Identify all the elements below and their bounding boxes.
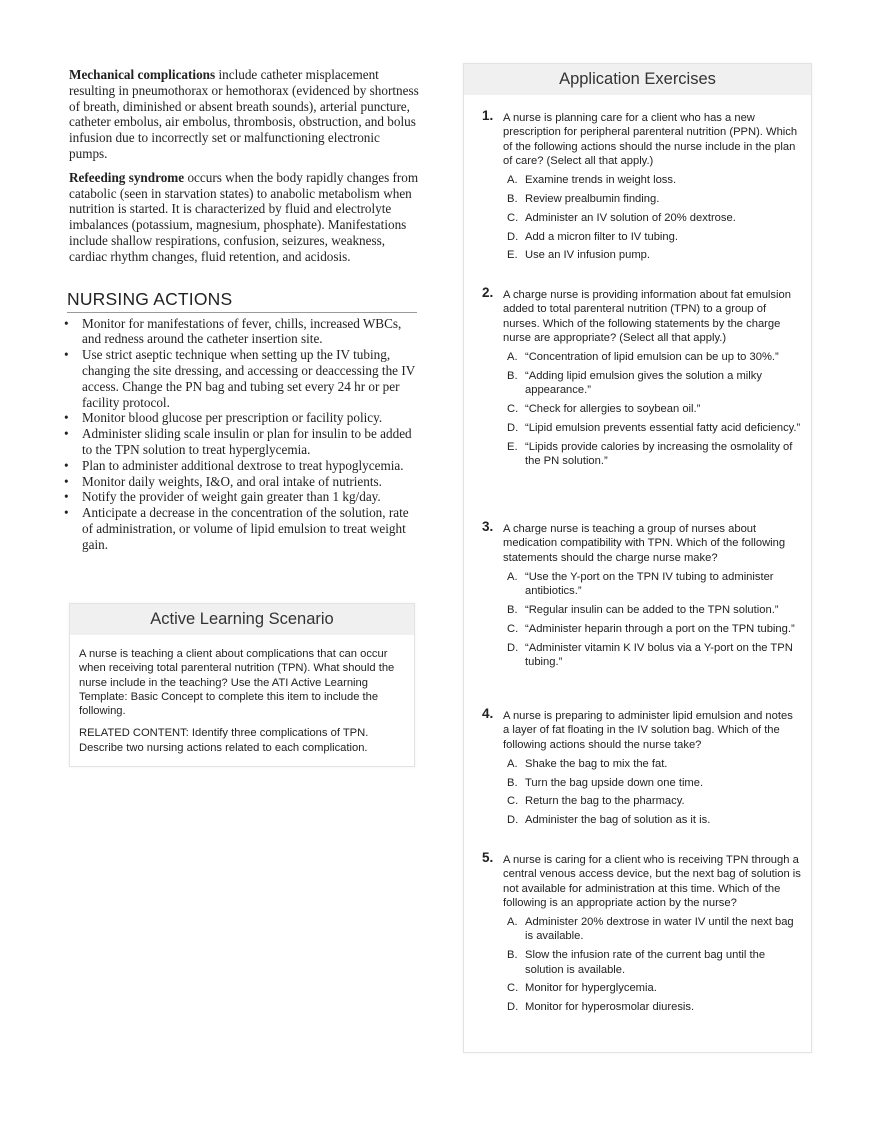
option-letter: C. [507,403,519,416]
answer-option [503,915,802,944]
answer-option [503,248,802,262]
option-text: “Administer heparin through a port on the TPN tubing.” [525,622,795,635]
option-letter: D. [507,814,519,827]
option-text: “Concentration of lipid emulsion can be up to 30%.” [525,351,779,364]
refeeding-syndrome-text: occurs when the body rapidly changes from catabolic (seen in starvation states) to anabolic metabolism when nutrition is started. It is characterized by fluid and electrolyte imbalances (potassium, magnesium, phosphate). Manifestations include shallow respirations, confusion, seizures, weakness, cardiac rhythm changes, fluid retention, and acidosis. [69,169,419,264]
bullet-icon: • [64,315,69,331]
question-number: 4. [482,706,494,721]
question-text: A nurse is caring for a client who is receiving TPN through a central venous access device, but the next bag of solution is not available for administration at this time. Which of the following is an appropriate action by the nurse? [503,854,801,909]
answer-options [503,173,802,262]
option-letter: A. [507,757,518,770]
related-content [79,726,405,755]
list-item-text: Monitor blood glucose per prescription or facility policy. [82,410,383,426]
option-letter: C. [507,982,519,995]
option-letter: B. [507,369,518,382]
nursing-actions-heading: NURSING ACTIONS [67,289,417,313]
option-text: “Regular insulin can be added to the TPN solution.” [525,603,779,616]
question-text: A charge nurse is teaching a group of nurses about medication compatibility with TPN. Which of the following statements should the charge nurse make? [503,523,786,564]
answer-option [503,402,802,416]
list-item [63,347,419,410]
list-item-text: Anticipate a decrease in the concentration of the solution, rate of administration, or volume of lipid emulsion to treat weight gain. [82,505,409,552]
list-item-text: Monitor daily weights, I&O, and oral intake of nutrients. [82,473,382,489]
bullet-icon: • [64,489,69,505]
active-learning-scenario-body [70,635,414,755]
list-item [63,410,419,426]
option-letter: E. [507,249,518,262]
answer-option [503,369,802,398]
list-item [63,474,419,490]
answer-options [503,570,802,669]
answer-option [503,603,802,617]
list-item [63,489,419,505]
answer-option [503,173,802,187]
application-exercises-box [463,63,812,1053]
list-item [63,316,419,348]
answer-option [503,622,802,636]
option-letter: C. [507,795,519,808]
answer-option [503,192,802,206]
option-letter: B. [507,603,518,616]
answer-option [503,794,802,808]
option-text: Return the bag to the pharmacy. [525,795,685,808]
related-content-text: Identify three complications of TPN. Describe two nursing actions related to each complication. [79,727,369,754]
option-text: Monitor for hyperosmolar diuresis. [525,1001,695,1014]
option-text: “Adding lipid emulsion gives the solution a milky appearance.” [525,369,762,397]
option-text: Add a micron filter to IV tubing. [525,230,678,243]
list-item-text: Monitor for manifestations of fever, chills, increased WBCs, and redness around the catheter insertion site. [82,315,402,347]
bullet-icon: • [64,347,69,363]
answer-option [503,948,802,977]
list-item-text: Administer sliding scale insulin or plan for insulin to be added to the TPN solution to treat hyperglycemia. [82,426,412,457]
question-text: A nurse is preparing to administer lipid emulsion and notes a layer of fat floating in the IV solution bag. Which of the following actions should the nurse take? [503,710,793,751]
list-item-text: Plan to administer additional dextrose to treat hypoglycemia. [82,457,404,473]
option-letter: D. [507,421,519,434]
list-item-text: Use strict aseptic technique when setting up the IV tubing, changing the site dressing, and accessing or deaccessing the IV access. Change the PN bag and tubing set every 24 hr or per facility protocol. [82,347,416,410]
answer-option [503,570,802,599]
option-text: Review prealbumin finding. [525,192,660,205]
answer-option [503,981,802,995]
mechanical-complications-term: Mechanical complications [69,67,216,82]
option-text: “Use the Y-port on the TPN IV tubing to administer antibiotics.” [525,570,774,598]
active-learning-scenario-box [69,603,415,767]
question-3 [482,519,802,674]
option-letter: A. [507,351,518,364]
answer-options [503,757,802,828]
option-letter: C. [507,211,519,224]
list-item [63,458,419,474]
option-text: “Administer vitamin K IV bolus via a Y-port on the TPN tubing.” [525,641,793,668]
left-column [64,67,419,553]
answer-options [503,350,802,468]
question-number: 2. [482,285,494,300]
question-number: 1. [482,108,494,123]
option-letter: D. [507,1001,519,1014]
question-2 [482,285,802,473]
option-text: Monitor for hyperglycemia. [525,982,657,995]
option-letter: D. [507,230,519,243]
answer-options [503,915,802,1014]
option-letter: B. [507,776,518,789]
option-letter: A. [507,916,518,929]
option-text: Slow the infusion rate of the current bag until the solution is available. [525,949,766,976]
answer-option [503,211,802,225]
question-number: 3. [482,519,494,534]
option-text: Shake the bag to mix the fat. [525,757,668,770]
option-text: Examine trends in weight loss. [525,174,677,187]
mechanical-complications-text: include catheter misplacement resulting in pneumothorax or hemothorax (evidenced by shortness of breath, diminished or absent breath sounds), arterial puncture, catheter embolus, air embolus, thrombosis, obstruction, and bolus infusion due to incorrectly set or malfunctioning electronic pumps. [69,67,419,161]
option-text: Administer the bag of solution as it is. [525,814,711,827]
mechanical-complications-paragraph [69,67,419,162]
list-item [63,505,419,552]
option-letter: C. [507,622,519,635]
answer-option [503,776,802,790]
bullet-icon: • [64,410,69,426]
option-letter: A. [507,570,518,583]
answer-option [503,813,802,827]
list-item-text: Notify the provider of weight gain greater than 1 kg/day. [82,489,381,505]
option-text: “Lipids provide calories by increasing the osmolality of the PN solution.” [525,440,793,467]
answer-option [503,1000,802,1014]
option-letter: A. [507,174,518,187]
option-text: Turn the bag upside down one time. [525,776,704,789]
answer-option [503,757,802,771]
option-text: “Lipid emulsion prevents essential fatty acid deficiency.” [525,421,801,434]
bullet-icon: • [64,473,69,489]
application-exercises-title: Application Exercises [464,64,811,95]
refeeding-syndrome-paragraph [69,170,419,265]
option-letter: B. [507,192,518,205]
question-number: 5. [482,850,494,865]
question-text: A charge nurse is providing information about fat emulsion added to total parenteral nutrition (TPN) to a group of nurses. Which of the following statements by the charge nurse are appropriate? (Select all that apply.) [503,289,791,344]
option-letter: B. [507,949,518,962]
active-learning-scenario-title: Active Learning Scenario [70,604,414,635]
question-5 [482,850,802,1019]
option-text: Administer 20% dextrose in water IV until the next bag is available. [525,916,794,943]
bullet-icon: • [64,457,69,473]
related-content-label: RELATED CONTENT: [79,727,189,740]
option-text: Use an IV infusion pump. [525,249,650,262]
list-item [63,426,419,458]
scenario-text: A nurse is teaching a client about complications that can occur when receiving total parenteral nutrition (TPN). What should the nurse include in the teaching? Use the ATI Active Learning Template: Basic Concept to complete this item to include the following. [79,648,395,718]
option-text: “Check for allergies to soybean oil.” [525,403,701,416]
refeeding-syndrome-term: Refeeding syndrome [69,169,185,185]
question-1 [482,108,802,267]
bullet-icon: • [64,505,69,521]
answer-option [503,230,802,244]
option-letter: D. [507,641,519,654]
option-letter: E. [507,440,518,453]
answer-option [503,641,802,670]
question-4 [482,706,802,832]
bullet-icon: • [64,426,69,442]
answer-option [503,350,802,364]
option-text: Administer an IV solution of 20% dextrose. [525,211,736,224]
nursing-actions-list [63,316,419,553]
answer-option [503,440,802,469]
question-text: A nurse is planning care for a client who has a new prescription for peripheral parenteral nutrition (PPN). Which of the following actions should the nurse include in the plan of care? (Select all that apply.) [503,112,798,167]
answer-option [503,421,802,435]
